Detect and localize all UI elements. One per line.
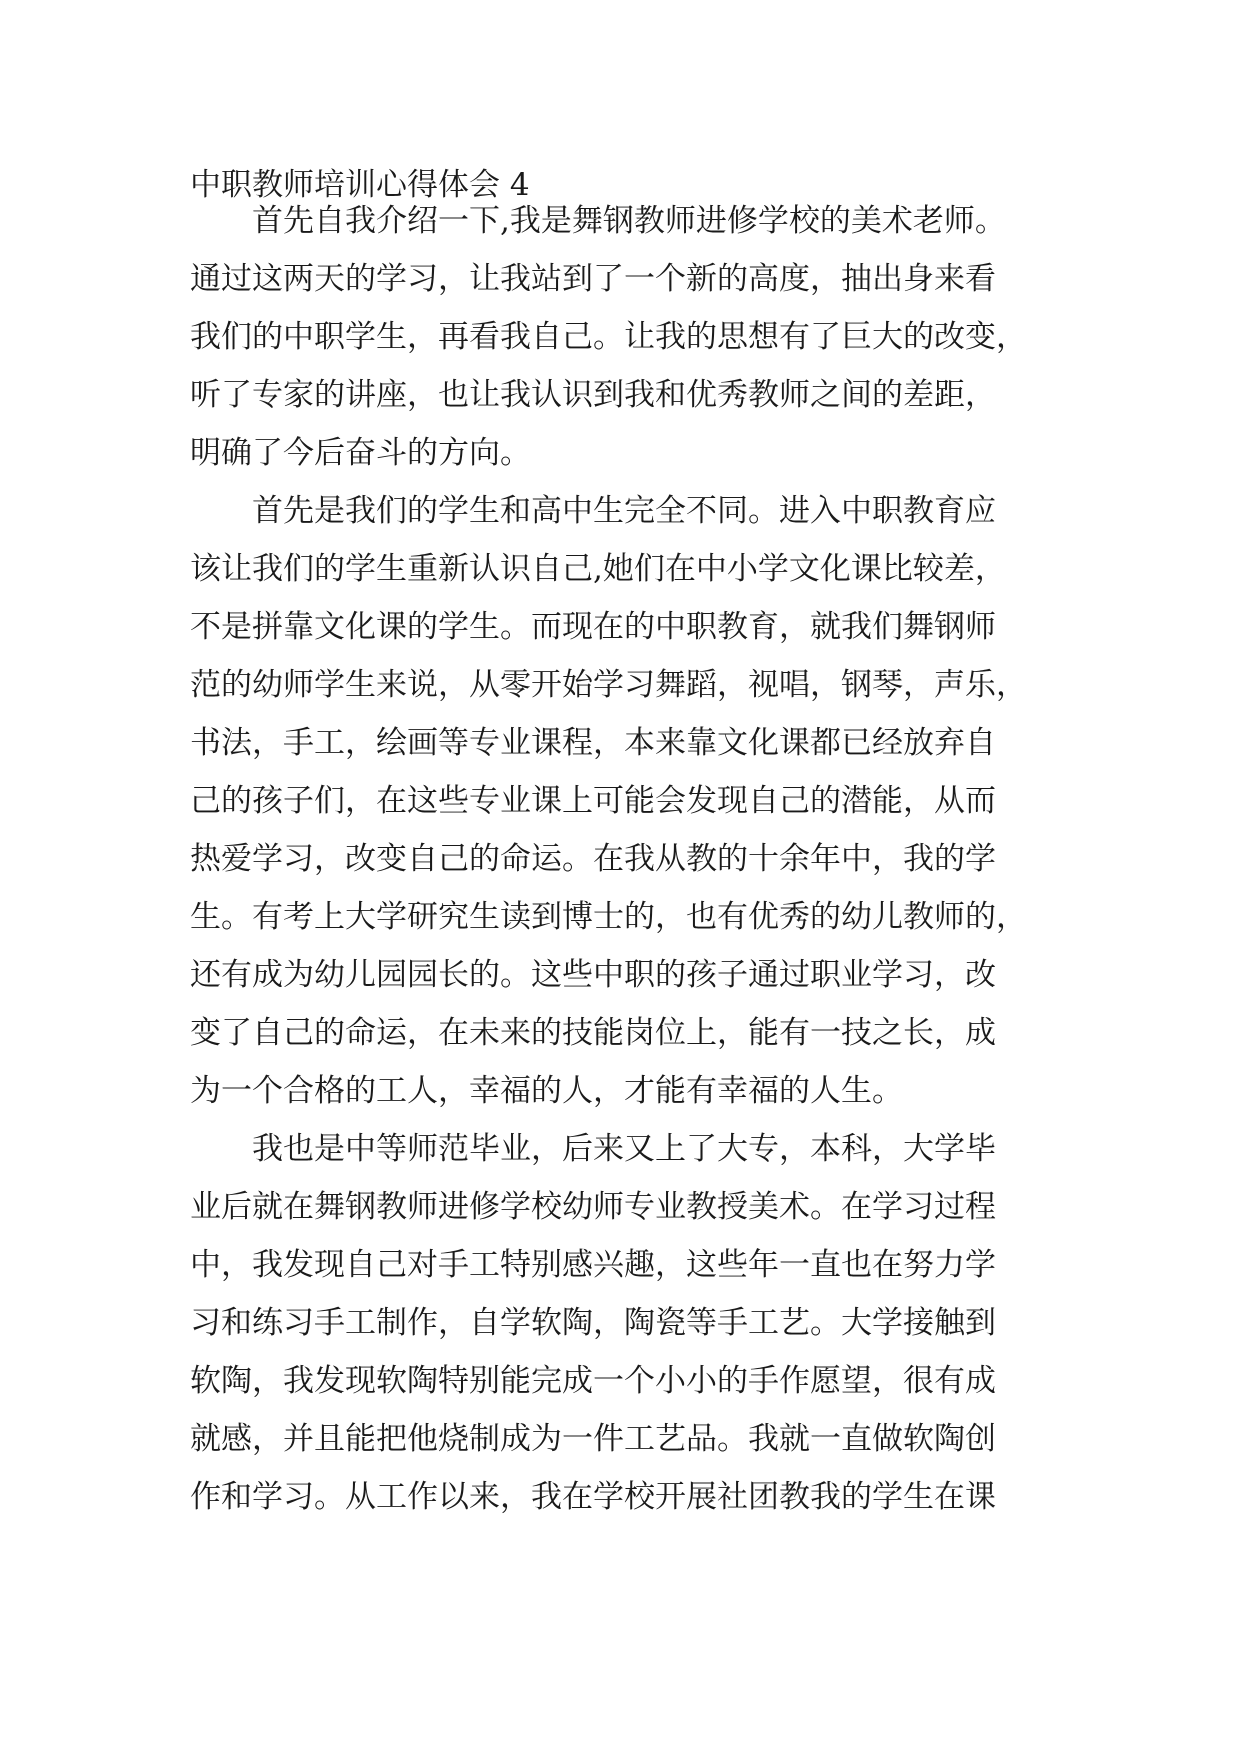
text-line: 软陶，我发现软陶特别能完成一个小小的手作愿望，很有成 [190, 1363, 996, 1399]
text-line: 首先是我们的学生和高中生完全不同。进入中职教育应 [252, 493, 996, 529]
text-line: 中，我发现自己对手工特别感兴趣，这些年一直也在努力学 [190, 1247, 996, 1283]
paragraph-2 [190, 482, 1070, 1120]
text-line: 我们的中职学生，再看我自己。让我的思想有了巨大的改变， [190, 319, 1027, 355]
text-line: 作和学习。从工作以来，我在学校开展社团教我的学生在课 [190, 1479, 996, 1515]
text-line: 业后就在舞钢教师进修学校幼师专业教授美术。在学习过程 [190, 1189, 996, 1225]
text-line: 变了自己的命运，在未来的技能岗位上，能有一技之长，成 [190, 1015, 996, 1051]
text-line: 我也是中等师范毕业，后来又上了大专，本科，大学毕 [252, 1131, 996, 1167]
paragraph-3 [190, 1120, 1070, 1526]
text-line: 为一个合格的工人，幸福的人，才能有幸福的人生。 [190, 1073, 903, 1109]
text-line: 就感，并且能把他烧制成为一件工艺品。我就一直做软陶创 [190, 1421, 996, 1457]
text-line: 该让我们的学生重新认识自己,她们在中小学文化课比较差， [190, 551, 1006, 587]
text-line: 还有成为幼儿园园长的。这些中职的孩子通过职业学习，改 [190, 957, 996, 993]
text-line: 通过这两天的学习，让我站到了一个新的高度，抽出身来看 [190, 261, 996, 297]
document-body [190, 192, 1070, 1526]
text-line: 热爱学习，改变自己的命运。在我从教的十余年中，我的学 [190, 841, 996, 877]
paragraph-1 [190, 192, 1070, 482]
text-line: 己的孩子们，在这些专业课上可能会发现自己的潜能，从而 [190, 783, 996, 819]
document-title: 中职教师培训心得体会 4 [190, 167, 530, 203]
text-line: 范的幼师学生来说，从零开始学习舞蹈，视唱，钢琴，声乐， [190, 667, 1027, 703]
text-line: 书法，手工，绘画等专业课程，本来靠文化课都已经放弃自 [190, 725, 996, 761]
text-line: 不是拼靠文化课的学生。而现在的中职教育，就我们舞钢师 [190, 609, 996, 645]
text-line: 明确了今后奋斗的方向。 [190, 435, 531, 471]
text-line: 生。有考上大学研究生读到博士的，也有优秀的幼儿教师的， [190, 899, 1027, 935]
text-line: 听了专家的讲座，也让我认识到我和优秀教师之间的差距， [190, 377, 996, 413]
text-line: 习和练习手工制作，自学软陶，陶瓷等手工艺。大学接触到 [190, 1305, 996, 1341]
text-line: 首先自我介绍一下,我是舞钢教师进修学校的美术老师。 [252, 203, 1006, 239]
